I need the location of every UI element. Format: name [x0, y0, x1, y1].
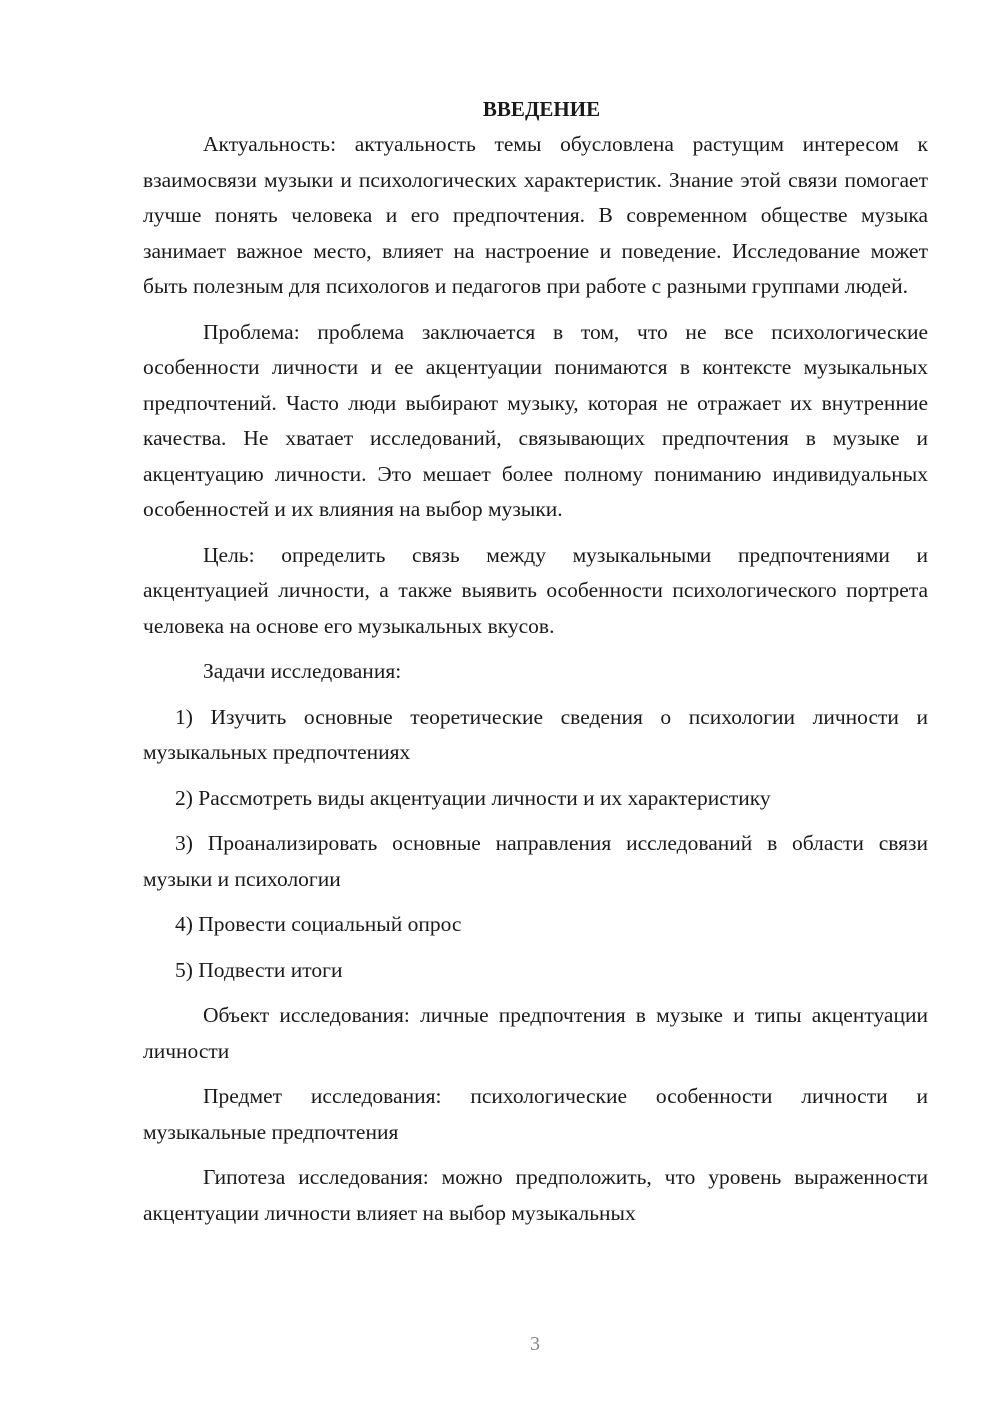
task-item-2: 2) Рассмотреть виды акцентуации личности и их характеристику	[175, 785, 771, 810]
task-item-1: 1) Изучить основные теоретические сведения о психологии личности и музыкальных предпочтениях	[143, 704, 928, 764]
task-item-5: 5) Подвести итоги	[175, 957, 343, 982]
goal-paragraph: Цель: определить связь между музыкальными предпочтениями и акцентуацией личности, а также выявить особенности психологического портрета человека на основе его музыкальных вкусов.	[143, 542, 928, 638]
relevance-paragraph: Актуальность: актуальность темы обусловлена растущим интересом к взаимосвязи музыки и психологических характеристик. Знание этой связи помогает лучше понять человека и его предпочтения. В современном обществе музыка занимает важное место, влияет на настроение и поведение. Исследование может быть полезным для психологов и педагогов при работе с разными группами людей.	[143, 132, 928, 298]
task-item-3: 3) Проанализировать основные направления исследований в области связи музыки и психологии	[143, 831, 928, 891]
document-page	[143, 92, 928, 1231]
hypothesis-paragraph: Гипотеза исследования: можно предположить, что уровень выраженности акцентуации личности влияет на выбор музыкальных	[143, 1165, 928, 1225]
object-paragraph: Объект исследования: личные предпочтения в музыке и типы акцентуации личности	[143, 1003, 928, 1063]
task-item-4: 4) Провести социальный опрос	[175, 912, 462, 936]
page-title: ВВЕДЕНИЕ	[482, 97, 601, 121]
page-number: 3	[530, 1333, 540, 1355]
problem-paragraph: Проблема: проблема заключается в том, что не все психологические особенности личности и ее акцентуации понимаются в контексте музыкальных предпочтений. Часто люди выбирают музыку, которая не отражает их внутренние качества. Не хватает исследований, связывающих предпочтения в музыке и акцентуацию личности. Это мешает более полному пониманию индивидуальных особенностей и их влияния на выбор музыки.	[143, 319, 928, 521]
subject-paragraph: Предмет исследования: психологические особенности личности и музыкальные предпочтения	[143, 1084, 928, 1144]
tasks-heading: Задачи исследования:	[203, 659, 402, 683]
